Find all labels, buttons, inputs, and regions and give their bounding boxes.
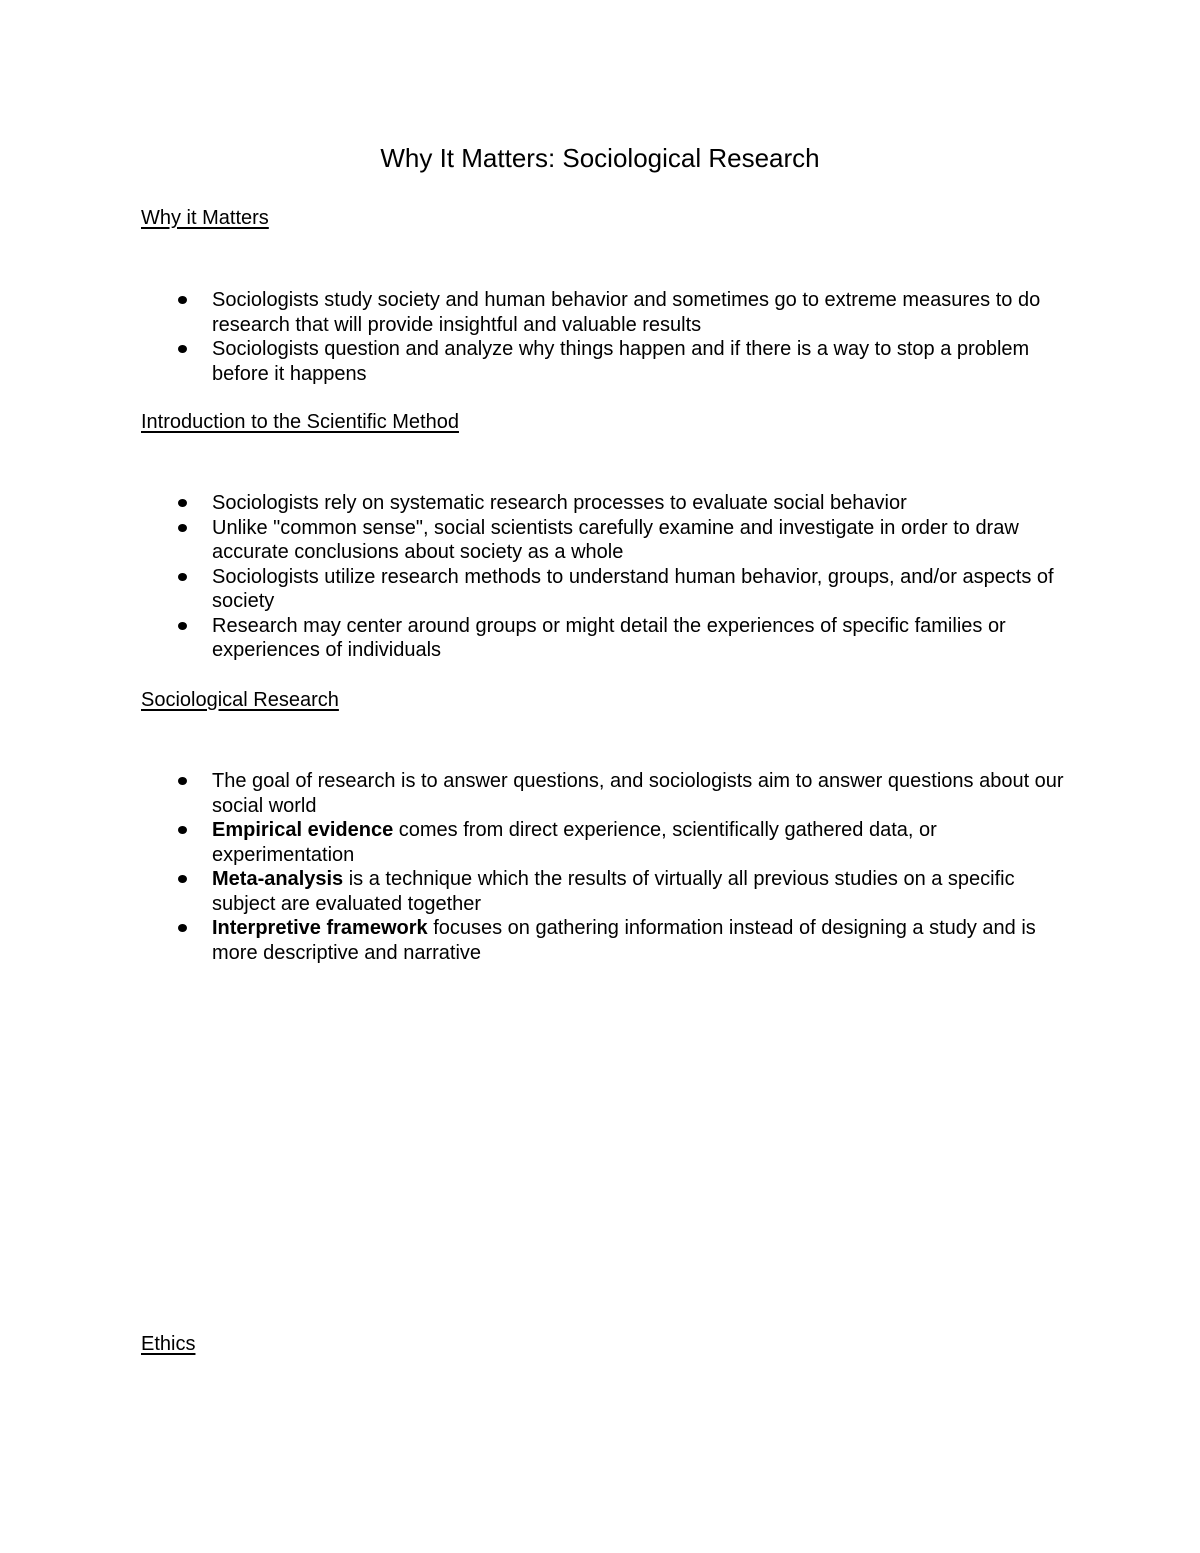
list-item [176, 916, 1066, 965]
bullet-icon [178, 524, 187, 532]
list-item [176, 337, 1066, 386]
bullet-icon [178, 296, 187, 304]
bullet-list-why-it-matters [176, 288, 1066, 386]
list-item [176, 288, 1066, 337]
bullet-icon [178, 622, 187, 630]
bullet-term: Interpretive framework [212, 917, 428, 939]
bullet-text: comes from direct experience, scientifically gathered data, or experimentation [212, 819, 937, 866]
page-title: Why It Matters: Sociological Research [380, 143, 820, 173]
list-item [176, 565, 1066, 614]
bullet-icon [178, 875, 187, 883]
list-item [176, 614, 1066, 663]
bullet-text: Unlike "common sense", social scientists carefully examine and investigate in order to draw accurate conclusions about society as a whole [212, 516, 1019, 563]
bullet-list-scientific-method [176, 491, 1066, 663]
bullet-term: Empirical evidence [212, 819, 394, 841]
section-heading-sociological-research: Sociological Research [141, 689, 339, 711]
section-heading-scientific-method: Introduction to the Scientific Method [141, 411, 459, 433]
list-item [176, 516, 1066, 565]
bullet-icon [178, 777, 187, 785]
list-item [176, 867, 1066, 916]
bullet-text: Sociologists study society and human behavior and sometimes go to extreme measures to do research that will provide insightful and valuable results [212, 289, 1041, 336]
bullet-term: Meta-analysis [212, 868, 344, 890]
section-heading-why-it-matters: Why it Matters [141, 207, 269, 229]
bullet-icon [178, 499, 187, 507]
list-item [176, 491, 1066, 516]
bullet-text: Research may center around groups or might detail the experiences of specific families or experiences of individuals [212, 614, 1006, 661]
bullet-text: Sociologists rely on systematic research processes to evaluate social behavior [212, 492, 907, 514]
bullet-icon [178, 826, 187, 834]
section-heading-ethics: Ethics [141, 1333, 196, 1355]
bullet-list-sociological-research [176, 769, 1066, 965]
bullet-text: Sociologists utilize research methods to understand human behavior, groups, and/or aspects of society [212, 565, 1054, 612]
list-item [176, 818, 1066, 867]
list-item [176, 769, 1066, 818]
bullet-text: Sociologists question and analyze why things happen and if there is a way to stop a problem before it happens [212, 338, 1030, 385]
bullet-icon [178, 345, 187, 353]
bullet-text: is a technique which the results of virtually all previous studies on a specific subject are evaluated together [212, 868, 1015, 915]
bullet-icon [178, 924, 187, 932]
bullet-text: focuses on gathering information instead of designing a study and is more descriptive and narrative [212, 917, 1036, 964]
bullet-text: The goal of research is to answer questions, and sociologists aim to answer questions about our social world [212, 770, 1064, 817]
bullet-icon [178, 573, 187, 581]
